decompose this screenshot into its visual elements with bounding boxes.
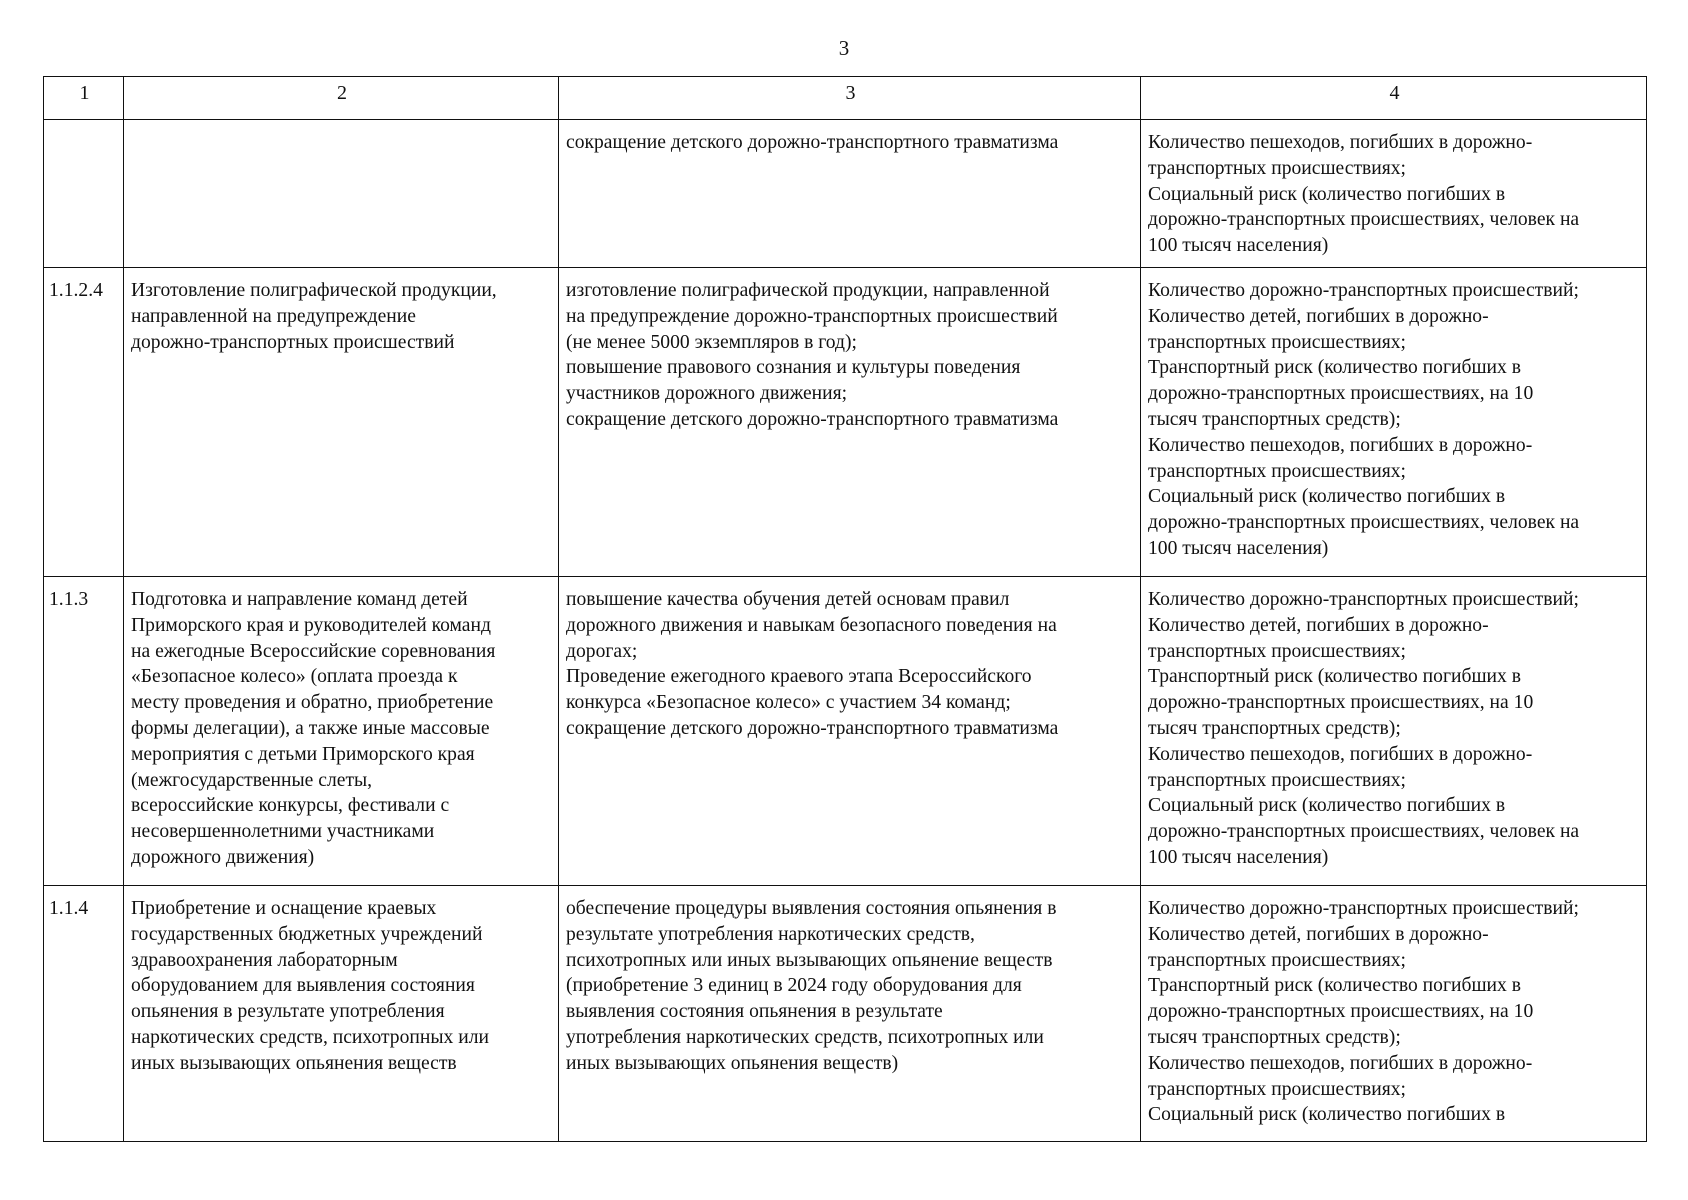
row-number-cell: 1.1.2.4 [44, 268, 124, 577]
indicators-cell: Количество пешеходов, погибших в дорожно- транспортных происшествиях; Социальный риск (количество погибших в дорожно-транспортных происшествиях, человек на 100 тысяч населения) [1141, 120, 1647, 268]
table-header-row [44, 77, 1647, 120]
page-number: 3 [838, 36, 850, 60]
row-number-cell [44, 120, 124, 268]
row-number-cell: 1.1.4 [44, 886, 124, 1142]
indicators-cell: Количество дорожно-транспортных происшествий; Количество детей, погибших в дорожно- транспортных происшествиях; Транспортный риск (количество погибших в дорожно-транспортных происшествиях, на 10 тысяч транспортных средств); Количество пешеходов, погибших в дорожно- транспортных происшествиях; Социальный риск (количество погибших в [1141, 886, 1647, 1142]
activity-name-cell: Подготовка и направление команд детей Приморского края и руководителей команд на ежегодные Всероссийские соревнования «Безопасное колесо» (оплата проезда к месту проведения и обратно, приобретение формы делегации), а также иные массовые мероприятия с детьми Приморского края (межгосударственные слеты, всероссийские конкурсы, фестивали с несовершеннолетними участниками дорожного движения) [124, 577, 559, 886]
activity-name-cell: Приобретение и оснащение краевых государственных бюджетных учреждений здравоохранения лабораторным оборудованием для выявления состояния опьянения в результате употребления наркотических средств, психотропных или иных вызывающих опьянения веществ [124, 886, 559, 1142]
activity-name-cell: Изготовление полиграфической продукции, направленной на предупреждение дорожно-транспортных происшествий [124, 268, 559, 577]
expected-result-cell: повышение качества обучения детей основам правил дорожного движения и навыкам безопасного поведения на дорогах; Проведение ежегодного краевого этапа Всероссийского конкурса «Безопасное колесо» с участием 34 команд; сокращение детского дорожно-транспортного травматизма [559, 577, 1141, 886]
row-number-cell: 1.1.3 [44, 577, 124, 886]
header-cell-1: 1 [44, 77, 124, 120]
indicators-cell: Количество дорожно-транспортных происшествий; Количество детей, погибших в дорожно- транспортных происшествиях; Транспортный риск (количество погибших в дорожно-транспортных происшествиях, на 10 тысяч транспортных средств); Количество пешеходов, погибших в дорожно- транспортных происшествиях; Социальный риск (количество погибших в дорожно-транспортных происшествиях, человек на 100 тысяч населения) [1141, 268, 1647, 577]
header-cell-3: 3 [559, 77, 1141, 120]
header-cell-4: 4 [1141, 77, 1647, 120]
table-row [44, 268, 1647, 577]
table-row [44, 886, 1647, 1142]
table-row [44, 120, 1647, 268]
indicators-cell: Количество дорожно-транспортных происшествий; Количество детей, погибших в дорожно- транспортных происшествиях; Транспортный риск (количество погибших в дорожно-транспортных происшествиях, на 10 тысяч транспортных средств); Количество пешеходов, погибших в дорожно- транспортных происшествиях; Социальный риск (количество погибших в дорожно-транспортных происшествиях, человек на 100 тысяч населения) [1141, 577, 1647, 886]
activity-name-cell [124, 120, 559, 268]
program-table [43, 76, 1647, 1142]
expected-result-cell: изготовление полиграфической продукции, направленной на предупреждение дорожно-транспортных происшествий (не менее 5000 экземпляров в год); повышение правового сознания и культуры поведения участников дорожного движения; сокращение детского дорожно-транспортного травматизма [559, 268, 1141, 577]
table-row [44, 577, 1647, 886]
expected-result-cell: сокращение детского дорожно-транспортного травматизма [559, 120, 1141, 268]
expected-result-cell: обеспечение процедуры выявления состояния опьянения в результате употребления наркотических средств, психотропных или иных вызывающих опьянение веществ (приобретение 3 единиц в 2024 году оборудования для выявления состояния опьянения в результате употребления наркотических средств, психотропных или иных вызывающих опьянения веществ) [559, 886, 1141, 1142]
header-cell-2: 2 [124, 77, 559, 120]
